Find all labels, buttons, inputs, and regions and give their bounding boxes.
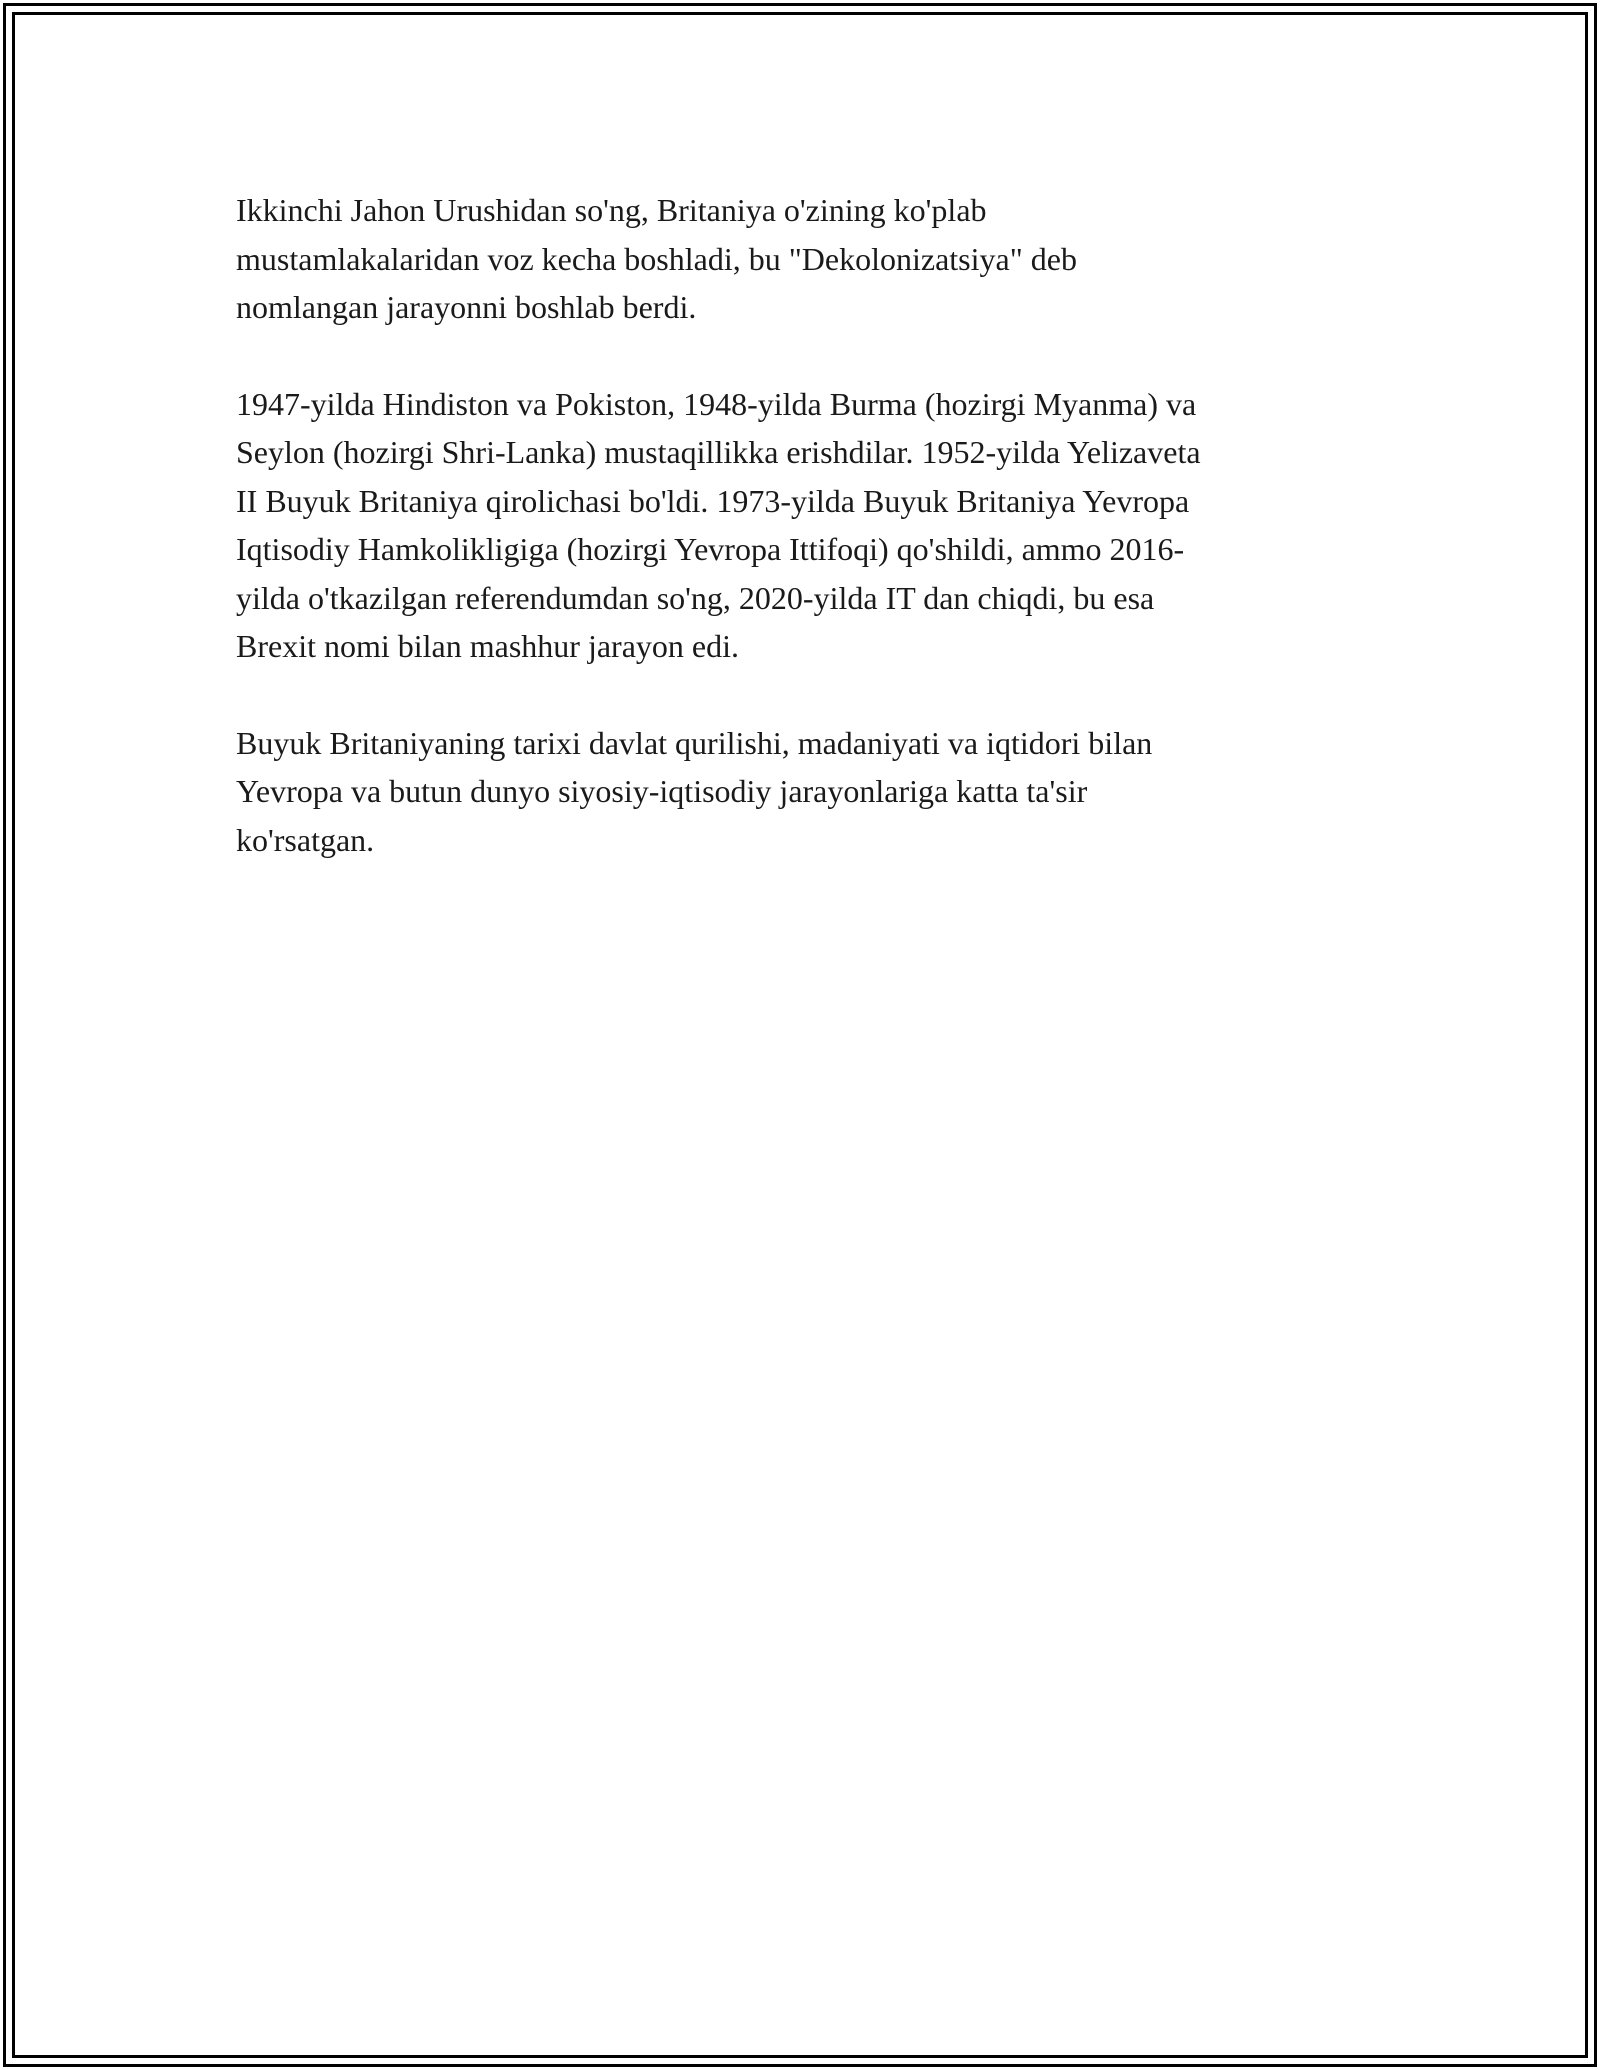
paragraph-independence-events xyxy=(236,380,1356,671)
paragraph-history-summary xyxy=(236,719,1356,865)
paragraph-line: Ikkinchi Jahon Urushidan so'ng, Britaniya o'zining ko'plab xyxy=(236,192,987,228)
paragraph-decolonization xyxy=(236,186,1356,332)
paragraph-line: Iqtisodiy Hamkolikligiga (hozirgi Yevropa Ittifoqi) qo'shildi, ammo 2016- xyxy=(236,531,1185,567)
paragraph-line: II Buyuk Britaniya qirolichasi bo'ldi. 1973-yilda Buyuk Britaniya Yevropa xyxy=(236,482,1190,519)
paragraph-line: nomlangan jarayonni boshlab berdi. xyxy=(236,289,697,325)
document-body xyxy=(236,186,1356,912)
paragraph-line: Buyuk Britaniyaning tarixi davlat qurilishi, madaniyati va iqtidori bilan xyxy=(236,724,1153,761)
paragraph-line: Yevropa va butun dunyo siyosiy-iqtisodiy jarayonlariga katta ta'sir xyxy=(236,773,1088,809)
paragraph-line: ko'rsatgan. xyxy=(236,821,375,858)
paragraph-line: mustamlakalaridan voz kecha boshladi, bu "Dekolonizatsiya" deb xyxy=(236,240,1077,277)
paragraph-line: yilda o'tkazilgan referendumdan so'ng, 2020-yilda IT dan chiqdi, bu esa xyxy=(236,579,1155,616)
paragraph-line: 1947-yilda Hindiston va Pokiston, 1948-yilda Burma (hozirgi Myanma) va xyxy=(236,385,1197,422)
paragraph-line: Seylon (hozirgi Shri-Lanka) mustaqillikka erishdilar. 1952-yilda Yelizaveta xyxy=(236,434,1201,470)
paragraph-line: Brexit nomi bilan mashhur jarayon edi. xyxy=(236,628,739,664)
